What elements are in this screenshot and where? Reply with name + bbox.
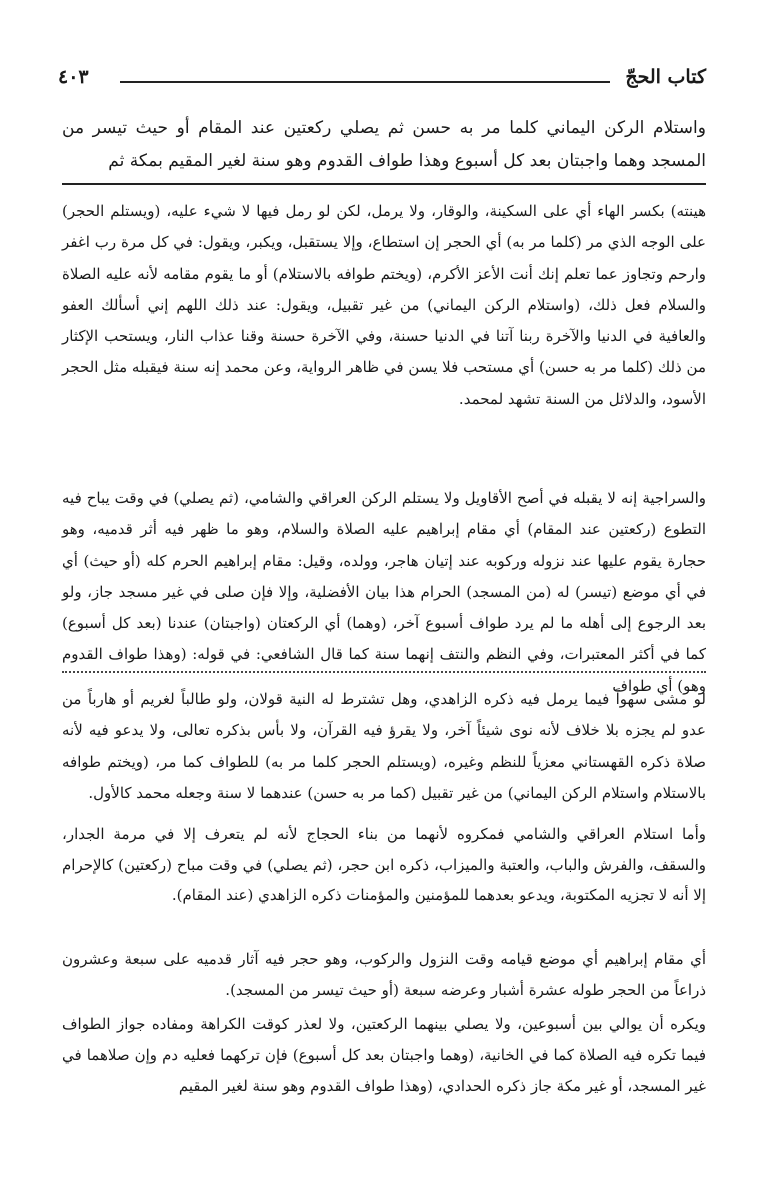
commentary-paragraph: ويكره أن يوالي بين أسبوعين، ولا يصلي بينهما الركعتين، ولا لعذر كوقت الكراهة ومفاده جواز الطواف فيما تكره فيه الصلاة كما في الخانية، (وهما واجبتان بعد كل أسبوع) فإن تركهما فعليه دم وإن صلاهما في غير المسجد، أو غير مكة جاز ذكره الحدادي، (وهذا طواف القدوم وهو سنة لغير المقيم bbox=[62, 1015, 706, 1095]
commentary-block-3 bbox=[62, 684, 706, 809]
main-text bbox=[62, 112, 706, 178]
commentary-paragraph: وأما استلام العراقي والشامي فمكروه لأنهما من بناء الحجاج لأنه لم يتعرف إلا في مرمة الجدار، والسقف، والفرش والباب، والعتبة والميزاب، ذكره ابن حجر، (ثم يصلي) في وقت مباح (ركعتين) كالإحرام إلا أنه لا تجزيه المكتوبة، ويدعو بعدهما للمؤمنين والمؤمنات ذكره الزاهدي (عند المقام). bbox=[62, 825, 706, 904]
commentary-block-4 bbox=[62, 819, 706, 911]
commentary-paragraph: هينته) بكسر الهاء أي على السكينة، والوقار، ولا يرمل، لكن لو رمل فيها لا شيء عليه، (ويستلم الحجر) على الوجه الذي مر (كلما مر به) أي الحجر إن استطاع، وإلا يستقبل، ويكبر، ويقول: في كل مرة رب اغفر وارحم وتجاوز عما تعلم إنك أنت الأعز الأكرم، (ويختم طوافه بالاستلام) أو ما يقوم مقامه لأنه عليه الصلاة والسلام فعل ذلك، (واستلام الركن اليماني) من غير تقبيل، ويقول: عند ذلك اللهم إني أسألك العفو والعافية في الدنيا والآخرة ربنا آتنا في الدنيا حسنة، وفي الآخرة حسنة وقنا عذاب النار، ويستحب الإكثار من ذلك (كلما مر به حسن) أي مستحب فلا يسن في ظاهر الرواية، وعن محمد إنه سنة فيقبله مثل الحجر الأسود، والدلائل من السنة تشهد لمحمد. bbox=[62, 202, 706, 408]
chapter-title: كتاب الحجّ bbox=[625, 66, 706, 88]
commentary-block-6 bbox=[62, 1009, 706, 1102]
main-paragraph: واستلام الركن اليماني كلما مر به حسن ثم يصلي ركعتين عند المقام أو حيث تيسر من المسجد وهما واجبتان بعد كل أسبوع وهذا طواف القدوم وهو سنة لغير المقيم بمكة ثم bbox=[62, 118, 706, 171]
commentary-block-2 bbox=[62, 483, 706, 702]
page-number: ٤٠٣ bbox=[58, 66, 89, 88]
commentary-block-5 bbox=[62, 944, 706, 1006]
commentary-paragraph: والسراجية إنه لا يقبله في أصح الأقاويل ولا يستلم الركن العراقي والشامي، (ثم يصلي) في وقت يباح فيه التطوع (ركعتين عند المقام) أي مقام إبراهيم عليه الصلاة والسلام، وهو ما ظهر فيه أثر قدميه، وهو حجارة يقوم عليها عند نزوله وركوبه عند إتيان هاجر، وولده، وقيل: مقام إبراهيم الحرم كله (أو حيث) أي في أي موضع (تيسر) له (من المسجد) الحرام هذا بيان الأفضلية، وإلا فإن صلى في غير مسجد جاز، ولو بعد الرجوع إلى أهله ما لم يرد طواف أسبوع آخر، (وهما) أي الركعتان (واجبتان) عندنا (بعد كل أسبوع) كما في أكثر المعتبرات، وفي النظم والنتف إنهما سنة كما قال الشافعي: في قوله: (وهذا طواف القدوم وهو) أي طواف bbox=[62, 489, 706, 695]
commentary-paragraph: أي مقام إبراهيم أي موضع قيامه وقت النزول والركوب، وهو حجر فيه آثار قدميه على سبعة وعشرون ذراعاً من الحجر طوله عشرة أشبار وعرضه سبعة (أو حيث تيسر من المسجد). bbox=[62, 950, 706, 999]
page-header bbox=[58, 62, 706, 98]
commentary-paragraph: لو مشى سهواً فيما يرمل فيه ذكره الزاهدي، وهل تشترط له النية قولان، ولو طالباً لغريم أو هارباً من عدو لم يجزه بلا خلاف لأنه نوى شيئاً آخر، ولا يقرؤ فيه القرآن، ولا بأس بذكره تعالى، ولا يدعو فيه لأنه صلاة ذكره القهستاني معزياً للنظم وغيره، (ويستلم الحجر كلما مر به) للطواف كما مر، (ويختم طوافه بالاستلام واستلام الركن اليماني) من غير تقبيل (كما مر به حسن) عندهما لا سنة وجعله محمد كالأول. bbox=[62, 690, 706, 802]
header-rule bbox=[120, 81, 610, 83]
dotted-divider bbox=[62, 671, 706, 673]
commentary-block-1 bbox=[62, 196, 706, 415]
main-commentary-divider bbox=[62, 183, 706, 185]
